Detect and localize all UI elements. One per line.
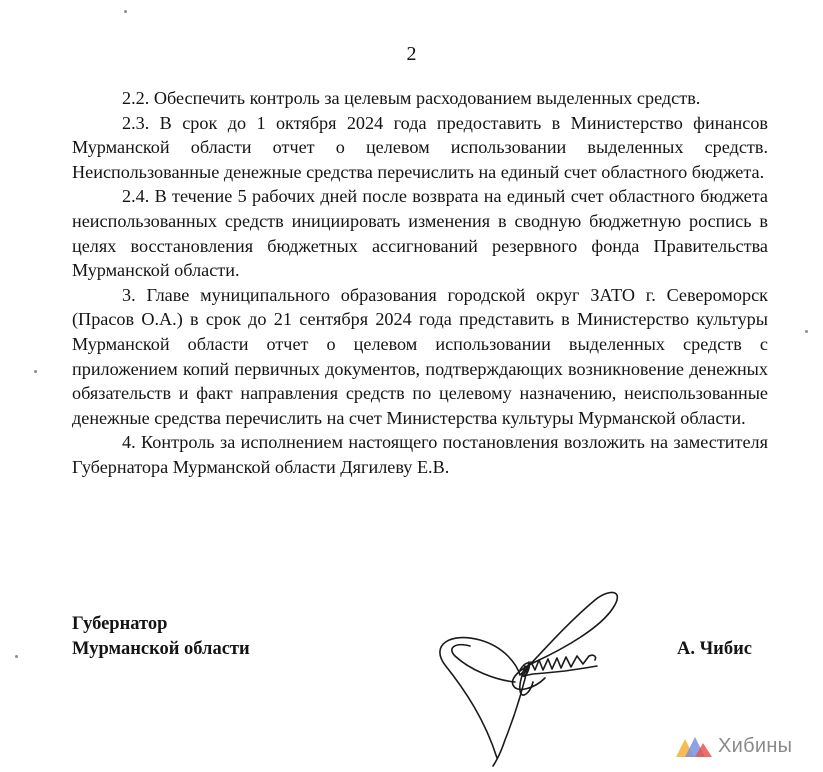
page-number: 2 — [406, 43, 417, 65]
scan-speck — [15, 655, 18, 658]
paragraph-2-2: 2.2. Обеспечить контроль за целевым расходованием выделенных средств. — [122, 88, 701, 108]
paragraph-3: 3. Главе муниципального образования городской округ ЗАТО г. Североморск (Прасов О.А.) в срок до 21 сентября 2024 года представить в Министерство культуры Мурманской области отчет о целевом использовании выделенных средств с приложением копий первичных документов, подтверждающих возникновение денежных обязательств и факт направления средств по целевому назначению, неиспользованные денежные средства перечислить на счет Министерства культуры Мурманской области. — [72, 284, 768, 428]
watermark — [676, 733, 792, 759]
paragraph-2-4: 2.4. В течение 5 рабочих дней после возврата на единый счет областного бюджета неиспользованных средств инициировать изменения в сводную бюджетную роспись в целях восстановления бюджетных ассигнований резервного фонда Правительства Мурманской области. — [72, 186, 768, 281]
signer-name: А. Чибис — [677, 639, 752, 659]
position-region: Мурманской области — [72, 639, 250, 659]
scan-speck — [34, 370, 37, 373]
handwritten-signature — [425, 570, 655, 770]
paragraph-2-3: 2.3. В срок до 1 октября 2024 года предоставить в Министерство финансов Мурманской области отчет о целевом использовании выделенных средств. Неиспользованные денежные средства перечислить на единый счет областного бюджета. — [72, 112, 768, 182]
paragraph-4: 4. Контроль за исполнением настоящего постановления возложить на заместителя Губернатора Мурманской области Дягилеву Е.В. — [72, 432, 768, 477]
document-body — [72, 86, 768, 480]
mountains-logo-icon — [676, 735, 712, 757]
signatory-position — [72, 612, 250, 662]
position-title: Губернатор — [72, 614, 168, 634]
scan-speck — [805, 330, 808, 333]
watermark-brand-text: Хибины — [718, 734, 793, 757]
scan-speck — [124, 10, 127, 13]
